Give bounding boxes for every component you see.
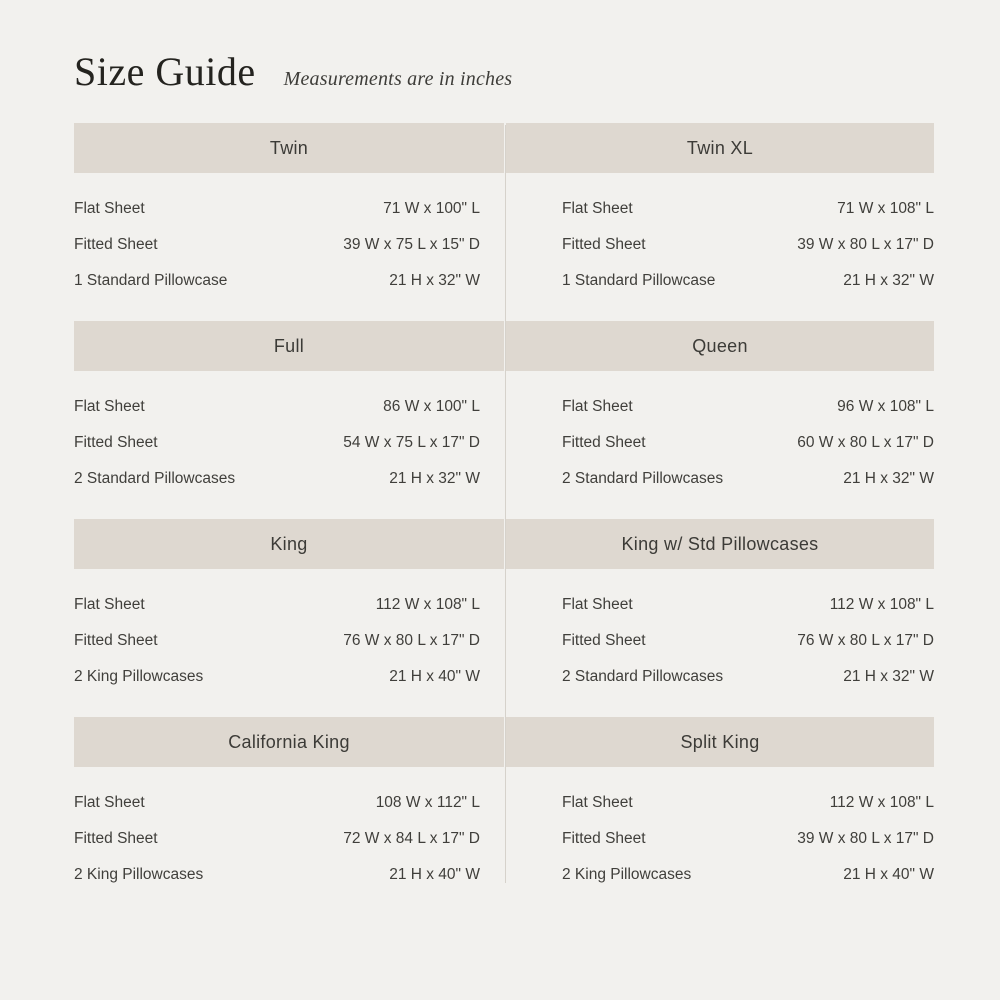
size-card-title: King w/ Std Pillowcases — [621, 533, 819, 554]
spec-label: Fitted Sheet — [74, 434, 158, 451]
page-title: Size Guide — [74, 49, 256, 94]
spec-label: Fitted Sheet — [562, 830, 646, 847]
spec-label: Fitted Sheet — [562, 434, 646, 451]
size-card-rows — [74, 173, 504, 299]
size-card-twin — [74, 123, 504, 299]
spec-row — [506, 263, 934, 299]
spec-label: Flat Sheet — [74, 398, 145, 415]
size-card-header — [74, 717, 504, 767]
spec-value: 60 W x 80 L x 17" D — [797, 434, 934, 451]
spec-row — [74, 227, 504, 263]
spec-label: Fitted Sheet — [74, 236, 158, 253]
size-card-twin-xl — [506, 123, 934, 299]
spec-value: 39 W x 75 L x 15" D — [343, 236, 480, 253]
page-subtitle: Measurements are in inches — [283, 68, 513, 90]
spec-row — [506, 191, 934, 227]
spec-label: 1 Standard Pillowcase — [562, 272, 716, 289]
size-card-title: California King — [228, 731, 350, 752]
size-card-title: Queen — [692, 335, 748, 356]
spec-value: 21 H x 32" W — [843, 272, 934, 289]
size-card-rows — [74, 371, 504, 497]
size-card-rows — [506, 767, 934, 893]
spec-value: 21 H x 40" W — [389, 866, 480, 883]
spec-label: Flat Sheet — [562, 596, 633, 613]
spec-row — [74, 389, 504, 425]
spec-row — [74, 191, 504, 227]
spec-row — [506, 857, 934, 893]
spec-row — [506, 461, 934, 497]
spec-label: Flat Sheet — [562, 398, 633, 415]
spec-label: Fitted Sheet — [562, 632, 646, 649]
spec-row — [74, 461, 504, 497]
spec-label: 2 Standard Pillowcases — [562, 668, 724, 685]
spec-row — [74, 587, 504, 623]
spec-value: 21 H x 32" W — [389, 272, 480, 289]
spec-value: 71 W x 100" L — [383, 200, 480, 217]
spec-value: 21 H x 40" W — [389, 668, 480, 685]
spec-row — [506, 821, 934, 857]
spec-row — [506, 623, 934, 659]
spec-label: 2 King Pillowcases — [562, 866, 692, 883]
size-card-header — [74, 321, 504, 371]
spec-value: 86 W x 100" L — [383, 398, 480, 415]
spec-value: 39 W x 80 L x 17" D — [797, 830, 934, 847]
size-card-title: Split King — [680, 731, 760, 752]
spec-row — [506, 587, 934, 623]
spec-value: 76 W x 80 L x 17" D — [343, 632, 480, 649]
size-card-title: Twin XL — [686, 137, 754, 158]
spec-row — [506, 425, 934, 461]
size-card-header — [506, 519, 934, 569]
spec-label: 2 Standard Pillowcases — [74, 470, 236, 487]
size-card-full — [74, 321, 504, 497]
spec-label: 2 Standard Pillowcases — [562, 470, 724, 487]
size-card-california-king — [74, 717, 504, 893]
spec-value: 39 W x 80 L x 17" D — [797, 236, 934, 253]
spec-label: 2 King Pillowcases — [74, 668, 204, 685]
spec-value: 21 H x 40" W — [843, 866, 934, 883]
size-card-king — [74, 519, 504, 695]
spec-row — [74, 623, 504, 659]
size-card-king-std-pillowcases — [506, 519, 934, 695]
spec-row — [74, 659, 504, 695]
spec-row — [74, 785, 504, 821]
spec-label: 2 King Pillowcases — [74, 866, 204, 883]
size-card-rows — [74, 569, 504, 695]
spec-value: 54 W x 75 L x 17" D — [343, 434, 480, 451]
size-card-header — [506, 123, 934, 173]
size-card-header — [74, 519, 504, 569]
spec-value: 71 W x 108" L — [837, 200, 934, 217]
spec-value: 108 W x 112" L — [375, 794, 480, 811]
size-grid — [74, 123, 936, 893]
spec-value: 112 W x 108" L — [829, 596, 934, 613]
spec-row — [506, 785, 934, 821]
size-card-rows — [506, 173, 934, 299]
spec-value: 96 W x 108" L — [837, 398, 934, 415]
size-card-rows — [506, 569, 934, 695]
size-card-split-king — [506, 717, 934, 893]
spec-label: Flat Sheet — [562, 794, 633, 811]
spec-value: 21 H x 32" W — [843, 470, 934, 487]
spec-label: 1 Standard Pillowcase — [74, 272, 228, 289]
spec-value: 112 W x 108" L — [829, 794, 934, 811]
vertical-divider — [505, 125, 506, 883]
page-header — [0, 0, 1000, 92]
size-card-header — [74, 123, 504, 173]
spec-label: Flat Sheet — [74, 794, 145, 811]
spec-label: Fitted Sheet — [74, 632, 158, 649]
spec-row — [74, 821, 504, 857]
spec-row — [506, 227, 934, 263]
spec-value: 21 H x 32" W — [389, 470, 480, 487]
size-card-title: Twin — [269, 137, 309, 158]
spec-row — [74, 263, 504, 299]
spec-label: Flat Sheet — [74, 200, 145, 217]
spec-value: 112 W x 108" L — [375, 596, 480, 613]
spec-label: Flat Sheet — [562, 200, 633, 217]
size-card-header — [506, 321, 934, 371]
spec-label: Fitted Sheet — [562, 236, 646, 253]
spec-value: 21 H x 32" W — [843, 668, 934, 685]
size-card-rows — [74, 767, 504, 893]
size-card-title: Full — [273, 335, 305, 356]
spec-row — [506, 659, 934, 695]
spec-value: 72 W x 84 L x 17" D — [343, 830, 480, 847]
size-card-header — [506, 717, 934, 767]
spec-label: Flat Sheet — [74, 596, 145, 613]
size-card-rows — [506, 371, 934, 497]
size-card-title: King — [270, 533, 308, 554]
spec-value: 76 W x 80 L x 17" D — [797, 632, 934, 649]
spec-row — [74, 857, 504, 893]
spec-row — [506, 389, 934, 425]
spec-label: Fitted Sheet — [74, 830, 158, 847]
size-card-queen — [506, 321, 934, 497]
spec-row — [74, 425, 504, 461]
